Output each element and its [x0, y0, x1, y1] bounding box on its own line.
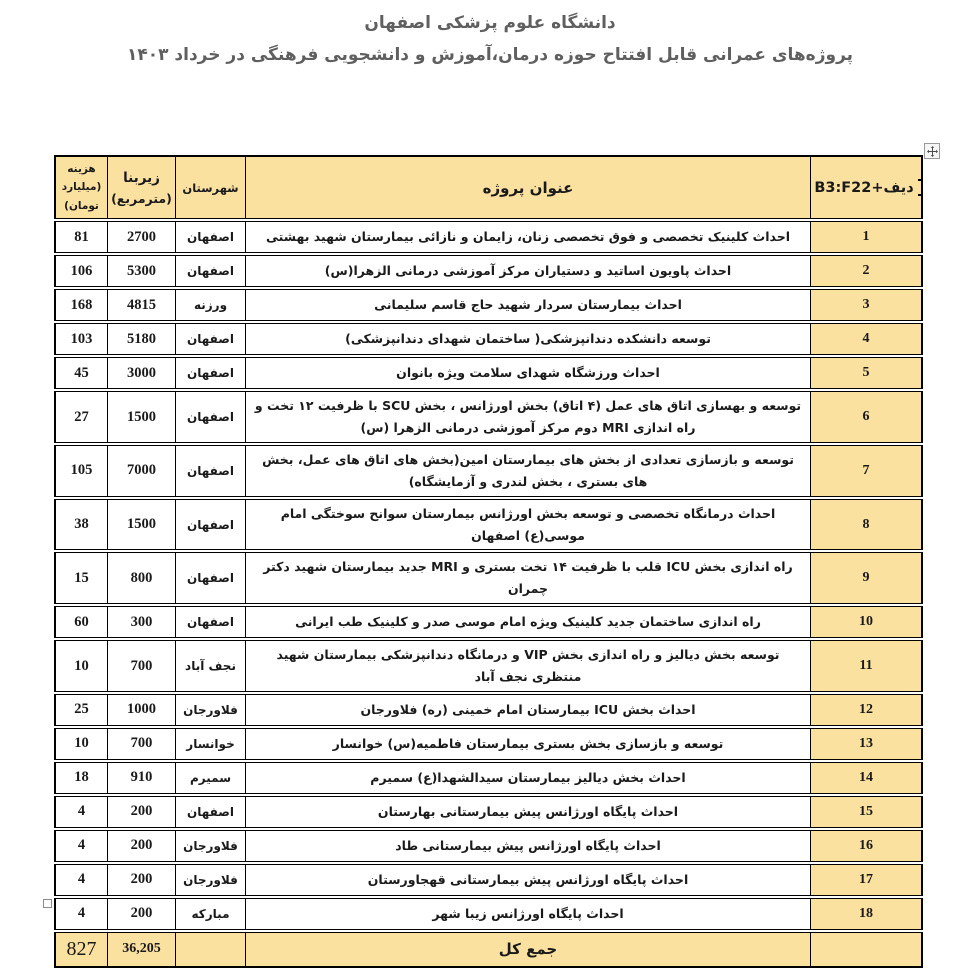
row-area-value: 700 [130, 735, 153, 752]
row-project-title: احداث بخش دیالیز بیمارستان سیدالشهدا(ع) سمیرم [370, 769, 686, 785]
row-rank-value: 15 [859, 803, 873, 819]
table-row [54, 640, 923, 692]
row-area-cell[interactable] [108, 729, 176, 759]
row-county-cell[interactable] [176, 358, 246, 388]
row-project-cell[interactable] [246, 831, 811, 861]
row-cost-cell[interactable] [56, 222, 108, 252]
row-rank-cell[interactable] [811, 763, 921, 793]
table-header-row [54, 155, 923, 219]
row-project-title: احداث درمانگاه تخصصی و توسعه بخش اورژانس بیمارستان سوانح سوختگی امام موسی(ع) اصفهان [280, 505, 776, 543]
row-cost-cell[interactable] [56, 831, 108, 861]
table-row [54, 323, 923, 355]
row-area-value: 1000 [127, 701, 156, 718]
row-project-cell[interactable] [246, 641, 811, 691]
document-title: دانشگاه علوم پزشکی اصفهان [364, 13, 616, 33]
row-rank-cell[interactable] [811, 222, 921, 252]
row-county-cell[interactable] [176, 446, 246, 496]
row-project-title: احداث پایگاه اورژانس زیبا شهر [432, 905, 624, 921]
header-cost-label-line2: (میلیارد [61, 181, 102, 194]
total-county-cell[interactable] [176, 933, 246, 966]
row-cost-value: 168 [70, 296, 93, 313]
row-cost-cell[interactable] [56, 290, 108, 320]
row-cost-cell[interactable] [56, 763, 108, 793]
row-area-cell[interactable] [108, 695, 176, 725]
header-cost-label-line1: هزینه [67, 163, 96, 175]
total-cost-value: 827 [66, 937, 97, 960]
row-project-title: توسعه بخش دیالیز و راه اندازی بخش VIP و درمانگاه دندانپزشکی بیمارستان شهید منتظری نجف آباد [276, 647, 780, 684]
title-block [0, 13, 980, 65]
row-area-value: 200 [130, 803, 153, 820]
row-project-cell[interactable] [246, 607, 811, 637]
total-cost-cell[interactable] [56, 933, 108, 966]
row-cost-cell[interactable] [56, 392, 108, 442]
table-row [54, 357, 923, 389]
row-rank-value: 8 [862, 516, 870, 532]
row-cost-cell[interactable] [56, 899, 108, 929]
row-county-cell[interactable] [176, 290, 246, 320]
header-area-label-line1: زیربنا [123, 170, 160, 187]
row-cost-value: 103 [70, 330, 93, 347]
row-rank-value: 4 [862, 331, 870, 347]
row-cost-cell[interactable] [56, 358, 108, 388]
row-area-cell[interactable] [108, 392, 176, 442]
row-rank-cell[interactable] [811, 324, 921, 354]
row-area-value: 800 [130, 569, 153, 586]
row-rank-value: 16 [859, 837, 873, 853]
row-rank-value: 3 [862, 297, 870, 313]
row-cost-value: 38 [74, 516, 89, 532]
header-rank-cell[interactable] [811, 157, 921, 218]
row-county-cell[interactable] [176, 865, 246, 895]
row-rank-cell[interactable] [811, 797, 921, 827]
row-rank-value: 13 [859, 735, 873, 751]
table-row [54, 762, 923, 794]
document-subtitle: پروژه‌های عمرانی قابل افتتاح حوزه درمان،آموزش و دانشجویی فرهنگی در خرداد ۱۴۰۳ [126, 45, 854, 65]
row-area-value: 7000 [127, 462, 156, 479]
row-project-cell[interactable] [246, 324, 811, 354]
row-area-value: 910 [130, 769, 153, 786]
row-cost-cell[interactable] [56, 256, 108, 286]
row-area-cell[interactable] [108, 797, 176, 827]
row-project-title: احداث پاویون اساتید و دستیاران مرکز آموزشی درمانی الزهرا(س) [324, 263, 732, 279]
row-county-cell[interactable] [176, 222, 246, 252]
row-cost-cell[interactable] [56, 695, 108, 725]
row-project-title: راه اندازی بخش ICU قلب با ظرفیت ۱۴ تخت بستری و MRI جدید بیمارستان شهید دکتر چمران [263, 559, 793, 597]
row-cost-cell[interactable] [56, 641, 108, 691]
row-project-cell[interactable] [246, 797, 811, 827]
row-project-cell[interactable] [246, 290, 811, 320]
table-row [54, 830, 923, 862]
row-cost-value: 45 [74, 364, 89, 381]
table-body [54, 221, 923, 930]
table-row [54, 796, 923, 828]
row-project-cell[interactable] [246, 392, 811, 442]
row-area-value: 3000 [127, 364, 156, 381]
table-row [54, 694, 923, 726]
row-area-cell[interactable] [108, 831, 176, 861]
row-project-title: احداث کلینیک تخصصی و فوق تخصصی زنان، زایمان و نازائی بیمارستان شهید بهشتی [266, 229, 790, 245]
table-row [54, 552, 923, 604]
table-row [54, 221, 923, 253]
row-project-title: احداث بخش ICU بیمارستان امام خمینی (ره) فلاورجان [360, 701, 696, 717]
row-cost-cell[interactable] [56, 865, 108, 895]
header-area-label-line2: (مترمربع) [111, 191, 172, 207]
row-county-value: خوانسار [186, 736, 235, 751]
row-rank-cell[interactable] [811, 729, 921, 759]
row-project-cell[interactable] [246, 222, 811, 252]
row-county-value: اصفهان [187, 517, 235, 532]
row-county-value: اصفهان [187, 366, 235, 381]
row-county-cell[interactable] [176, 763, 246, 793]
row-cost-value: 27 [74, 408, 89, 425]
row-cost-cell[interactable] [56, 500, 108, 550]
row-county-value: نجف آباد [185, 659, 236, 673]
row-area-cell[interactable] [108, 607, 176, 637]
row-county-cell[interactable] [176, 324, 246, 354]
row-project-title: احداث پایگاه اورژانس پیش بیمارستانی بهارستان [377, 803, 679, 819]
row-project-cell[interactable] [246, 500, 811, 550]
row-rank-cell[interactable] [811, 290, 921, 320]
row-project-cell[interactable] [246, 865, 811, 895]
row-area-cell[interactable] [108, 358, 176, 388]
row-rank-value: 9 [862, 570, 870, 586]
row-county-value: فلاورجان [183, 702, 238, 717]
row-project-cell[interactable] [246, 899, 811, 929]
row-county-value: اصفهان [187, 615, 235, 630]
row-rank-value: 17 [859, 871, 873, 887]
table-row [54, 255, 923, 287]
row-county-cell[interactable] [176, 607, 246, 637]
header-county-label: شهرستان [182, 180, 239, 195]
row-rank-cell[interactable] [811, 607, 921, 637]
row-cost-cell[interactable] [56, 729, 108, 759]
row-project-cell[interactable] [246, 256, 811, 286]
row-cost-value: 60 [74, 613, 89, 630]
row-project-title: احداث بیمارستان سردار شهید حاج قاسم سلیمانی [374, 297, 682, 313]
row-project-cell[interactable] [246, 446, 811, 496]
row-county-cell[interactable] [176, 695, 246, 725]
row-area-value: 5180 [127, 330, 156, 347]
row-rank-cell[interactable] [811, 831, 921, 861]
row-project-title: توسعه و بهسازی اتاق های عمل (۴ اتاق) بخش اورژانس ، بخش SCU با ظرفیت ۱۲ تخت و راه اندازی MRI دوم مرکز آموزشی درمانی الزهرا (س) [254, 398, 802, 435]
row-area-value: 1500 [127, 408, 156, 425]
table-row [54, 445, 923, 497]
row-area-cell[interactable] [108, 222, 176, 252]
row-county-value: سمیرم [190, 770, 232, 785]
header-county-cell[interactable] [176, 157, 246, 218]
row-cost-value: 10 [74, 657, 89, 674]
row-area-value: 4815 [127, 296, 156, 313]
table-row [54, 864, 923, 896]
row-area-value: 2700 [127, 228, 156, 245]
table-row [54, 606, 923, 638]
row-county-cell[interactable] [176, 831, 246, 861]
row-project-cell[interactable] [246, 729, 811, 759]
row-area-cell[interactable] [108, 899, 176, 929]
row-county-value: اصفهان [187, 230, 235, 245]
projects-table [54, 155, 923, 970]
table-total-row [54, 932, 923, 968]
row-rank-value: 6 [862, 409, 870, 424]
row-cost-value: 25 [74, 701, 89, 718]
row-area-cell[interactable] [108, 553, 176, 603]
row-project-title: احداث پایگاه اورژانس پیش بیمارستانی قهجاورستان [367, 871, 689, 887]
row-rank-value: 1 [862, 229, 870, 245]
row-area-cell[interactable] [108, 865, 176, 895]
row-county-value: اصفهان [187, 571, 235, 586]
row-rank-cell[interactable] [811, 641, 921, 691]
row-cost-value: 15 [74, 569, 89, 586]
row-rank-cell[interactable] [811, 899, 921, 929]
row-county-value: اصفهان [187, 463, 235, 478]
row-county-value: اصفهان [187, 332, 235, 347]
row-project-title: احداث ورزشگاه شهدای سلامت ویژه بانوان [396, 365, 660, 381]
row-area-value: 1500 [127, 516, 156, 532]
row-area-cell[interactable] [108, 446, 176, 496]
row-county-cell[interactable] [176, 500, 246, 550]
row-area-cell[interactable] [108, 500, 176, 550]
row-county-value: فلاورجان [183, 872, 238, 887]
row-county-cell[interactable] [176, 899, 246, 929]
four-arrows-icon [927, 146, 938, 157]
row-cost-cell[interactable] [56, 324, 108, 354]
row-project-title: توسعه و بازسازی تعدادی از بخش های بیمارستان امین(بخش های اتاق های عمل، بخش های بستری ، بخش لندری و آزمایشگاه) [262, 451, 794, 489]
row-area-value: 200 [130, 837, 153, 854]
row-county-cell[interactable] [176, 256, 246, 286]
header-rank-label: B3:F22+دیف [814, 179, 914, 196]
row-rank-value: 7 [862, 462, 870, 478]
row-county-cell[interactable] [176, 392, 246, 442]
table-row [54, 898, 923, 930]
table-row [54, 289, 923, 321]
total-label: جمع کل [498, 940, 558, 959]
row-rank-cell[interactable] [811, 553, 921, 603]
row-project-title: توسعه و بازسازی بخش بستری بیمارستان فاطمیه(س) خوانسار [332, 735, 724, 751]
row-county-value: ورزنه [193, 298, 228, 313]
row-area-cell[interactable] [108, 641, 176, 691]
row-area-cell[interactable] [108, 256, 176, 286]
header-project-label: عنوان پروژه [482, 178, 574, 197]
row-project-cell[interactable] [246, 695, 811, 725]
row-rank-value: 2 [862, 263, 870, 279]
header-cost-label-line3: تومان) [64, 199, 99, 212]
row-cost-cell[interactable] [56, 446, 108, 496]
total-area-cell[interactable] [108, 933, 176, 966]
row-county-value: اصفهان [187, 804, 235, 819]
row-project-title: احداث پایگاه اورژانس پیش بیمارستانی طاد [395, 837, 661, 853]
row-rank-value: 14 [859, 769, 873, 785]
row-cost-cell[interactable] [56, 797, 108, 827]
row-county-value: اصفهان [187, 264, 235, 279]
total-label-cell[interactable] [246, 933, 811, 966]
row-cost-value: 4 [77, 837, 86, 854]
row-cost-value: 4 [77, 905, 86, 922]
row-project-title: راه اندازی ساختمان جدید کلینیک ویژه امام موسی صدر و کلینیک طب ایرانی [295, 614, 761, 630]
row-county-value: مبارکه [191, 906, 230, 921]
row-rank-value: 10 [859, 614, 873, 630]
row-area-value: 200 [130, 905, 153, 922]
row-rank-cell[interactable] [811, 392, 921, 442]
row-county-cell[interactable] [176, 797, 246, 827]
row-area-cell[interactable] [108, 763, 176, 793]
row-rank-value: 5 [862, 365, 870, 381]
row-rank-cell[interactable] [811, 446, 921, 496]
row-rank-cell[interactable] [811, 358, 921, 388]
row-area-value: 200 [130, 871, 153, 888]
row-project-cell[interactable] [246, 763, 811, 793]
total-area-value: 36,205 [122, 941, 161, 957]
row-cost-value: 106 [70, 262, 93, 279]
row-cost-value: 10 [74, 735, 89, 752]
row-cost-value: 105 [70, 462, 93, 479]
header-project-cell[interactable] [246, 157, 811, 218]
table-move-handle-icon[interactable] [924, 143, 940, 159]
row-cost-value: 4 [77, 871, 86, 888]
row-rank-value: 11 [859, 658, 873, 673]
row-project-cell[interactable] [246, 358, 811, 388]
row-rank-value: 12 [859, 701, 873, 717]
row-cost-cell[interactable] [56, 553, 108, 603]
row-cost-value: 18 [74, 769, 89, 786]
table-row [54, 499, 923, 551]
row-area-value: 700 [130, 657, 153, 674]
row-rank-cell[interactable] [811, 695, 921, 725]
total-rank-cell[interactable] [811, 933, 921, 966]
row-cost-cell[interactable] [56, 607, 108, 637]
row-county-value: اصفهان [187, 410, 235, 424]
row-cost-value: 4 [77, 803, 86, 820]
row-project-title: توسعه دانشکده دندانپزشکی( ساختمان شهدای دندانپزشکی) [345, 331, 711, 347]
row-project-cell[interactable] [246, 553, 811, 603]
row-county-cell[interactable] [176, 641, 246, 691]
row-cost-value: 81 [74, 228, 89, 245]
table-row [54, 728, 923, 760]
row-area-cell[interactable] [108, 290, 176, 320]
row-area-cell[interactable] [108, 324, 176, 354]
row-rank-value: 18 [859, 905, 873, 921]
table-row [54, 391, 923, 443]
row-county-cell[interactable] [176, 729, 246, 759]
row-area-value: 5300 [127, 262, 156, 279]
row-rank-cell[interactable] [811, 256, 921, 286]
row-county-cell[interactable] [176, 553, 246, 603]
header-cost-cell[interactable] [56, 157, 108, 218]
table-resize-handle-icon[interactable] [43, 899, 52, 908]
row-rank-cell[interactable] [811, 500, 921, 550]
header-area-cell[interactable] [108, 157, 176, 218]
row-area-value: 300 [130, 613, 153, 630]
row-rank-cell[interactable] [811, 865, 921, 895]
row-county-value: فلاورجان [183, 838, 238, 853]
